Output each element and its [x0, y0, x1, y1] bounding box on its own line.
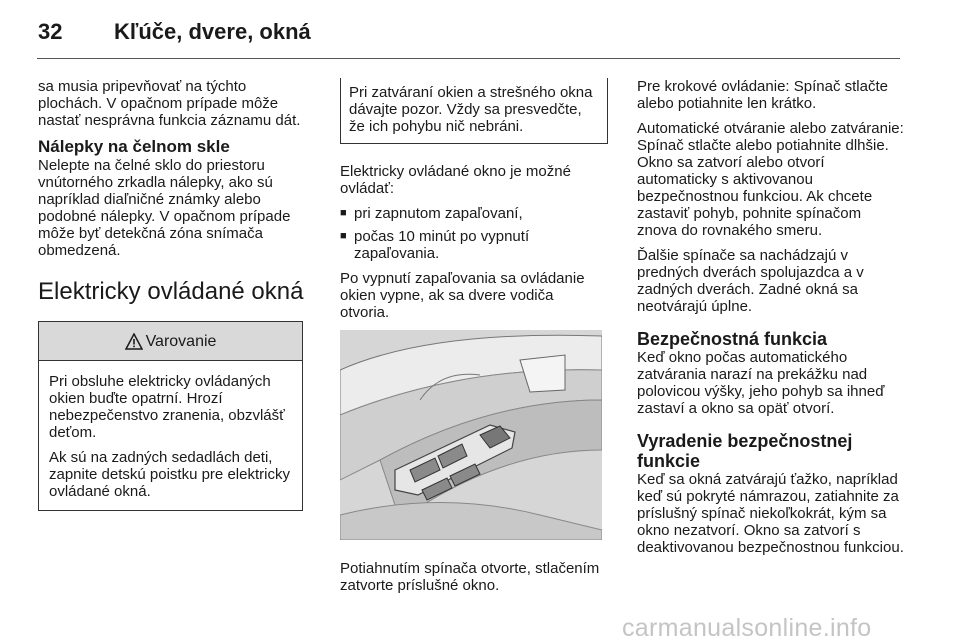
- list-item: ■ počas 10 minút po vypnutí zapaľovania.: [340, 228, 602, 262]
- column-1: [38, 78, 308, 511]
- page-header: [0, 0, 960, 62]
- more-switches-paragraph: Ďalšie spínače sa nachádzajú v predných dverách spolujazdca a v zadných dverách. Zadné okná sa neotvárajú úplne.: [637, 247, 864, 315]
- caution-text: Pri zatváraní okien a strešného okna dávajte pozor. Vždy sa presvedčte, že ich pohybu nič nebráni.: [349, 84, 593, 135]
- watermark: carmanualsonline.info: [622, 614, 872, 642]
- warning-body: [39, 361, 302, 510]
- safety-paragraph: Keď okno počas automatického zatvárania narazí na prekážku nad polovicou výšky, jeho pohyb sa ihneď zastaví a okno sa opäť otvorí.: [637, 349, 885, 417]
- after-ignition-paragraph: Po vypnutí zapaľovania sa ovládanie okien vypne, ak sa dvere vodiča otvoria.: [340, 270, 585, 321]
- list-item: ■ pri zapnutom zapaľovaní,: [340, 205, 602, 222]
- caution-box: [340, 78, 608, 144]
- warning-triangle-icon: [125, 333, 143, 350]
- safety-heading: Bezpečnostná funkcia: [637, 329, 828, 349]
- warning-paragraph-2: Ak sú na zadných sedadlách deti, zapnite detskú poistku pre elektricky ovládané okná.: [49, 449, 290, 500]
- header-divider: [37, 58, 900, 59]
- warning-header: [39, 321, 302, 361]
- step-operation-paragraph: Pre krokové ovládanie: Spínač stlačte alebo potiahnite len krátko.: [637, 78, 888, 112]
- stickers-paragraph: Nelepte na čelné sklo do priestoru vnútorného zrkadla nálepky, ako sú napríklad diaľničné známky alebo podobné nálepky. V opačnom prípade môže byť detekčná zóna snímača obmedzená.: [38, 157, 291, 259]
- page-number: 32: [38, 19, 63, 44]
- illustration-caption: Potiahnutím spínača otvorte, stlačením zatvorte príslušné okno.: [340, 560, 600, 594]
- operable-paragraph: Elektricky ovládané okno je možné ovládať:: [340, 163, 571, 197]
- intro-paragraph: sa musia pripevňovať na týchto plochách. V opačnom prípade môže nastať nesprávna funkcia záznamu dát.: [38, 78, 301, 129]
- page-title: Kľúče, dvere, okná: [114, 19, 311, 44]
- warning-paragraph-1: Pri obsluhe elektricky ovládaných okien buďte opatrní. Hrozí nebezpečenstvo zranenia, obzvlášť deťom.: [49, 373, 285, 441]
- column-3: [637, 78, 905, 564]
- auto-operation-paragraph: Automatické otváranie alebo zatváranie: Spínač stlačte alebo potiahnite dlhšie. Okno sa zatvorí alebo otvorí automaticky s aktivovanou bezpečnostnou funkciou. Ak chcete zastaviť pohyb, pohnite spínačom znova do rovnakého smeru.: [637, 120, 904, 239]
- conditions-list: [340, 205, 602, 262]
- warning-title: Varovanie: [145, 332, 217, 350]
- stickers-heading: Nálepky na čelnom skle: [38, 137, 230, 156]
- override-paragraph: Keď sa okná zatvárajú ťažko, napríklad keď sú pokryté námrazou, zatiahnite za príslušný spínač niekoľkokrát, kým sa okno nezatvorí. Okno sa zatvorí s deaktivovanou bezpečnostnou funkciou.: [637, 471, 904, 556]
- section-heading: Elektricky ovládané okná: [38, 278, 304, 305]
- override-heading: Vyradenie bezpečnostnej funkcie: [637, 431, 853, 471]
- window-switch-illustration: [340, 330, 602, 540]
- column-2: [340, 78, 602, 602]
- warning-box: [38, 321, 303, 511]
